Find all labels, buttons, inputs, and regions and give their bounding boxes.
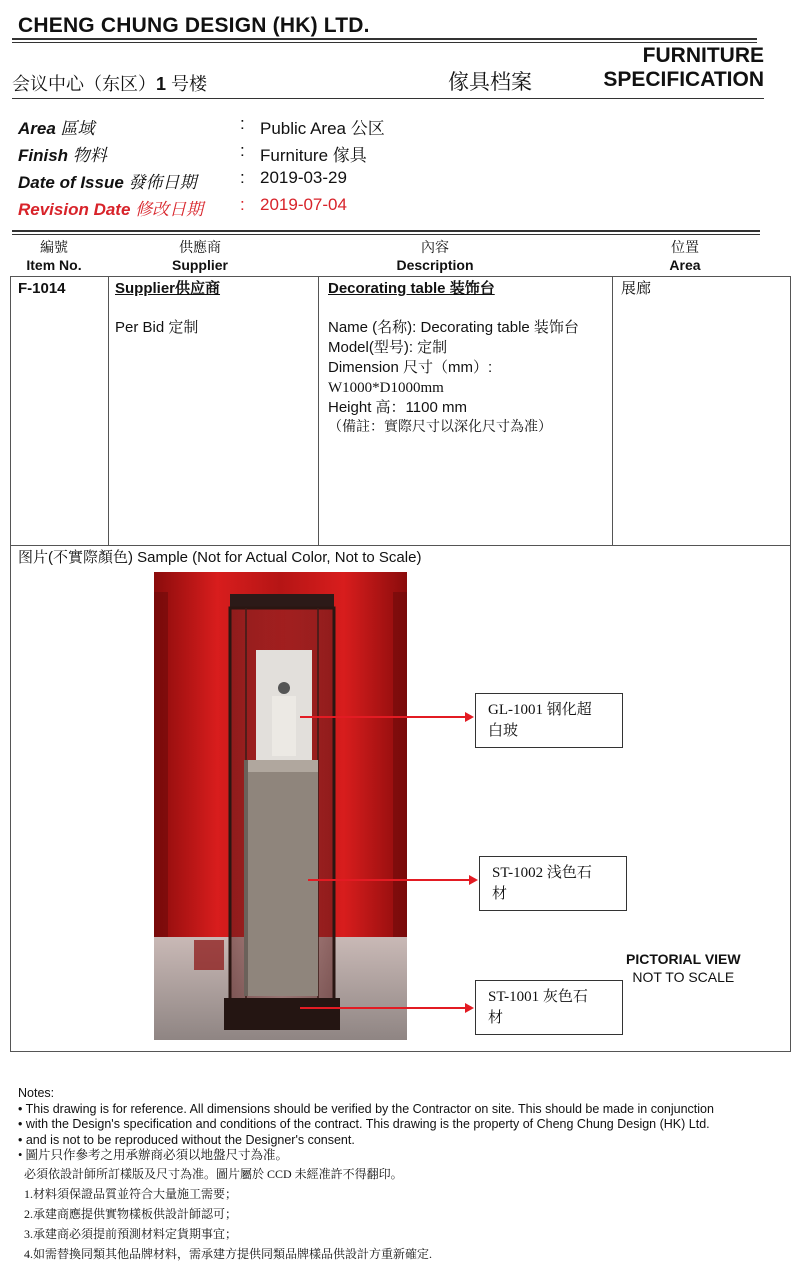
desc-line-height: Height 高：1100 mm (328, 399, 467, 416)
desc-line-model: Model(型号): 定制 (328, 339, 448, 356)
note-cn-line: 3.承建商必須提前預測材料定貨期事宜； (24, 1226, 238, 1241)
col-head-description: 內容 Description (396, 239, 474, 273)
project-name (12, 70, 207, 96)
note-cn-line: 4.如需替換同類其他品牌材料，需承建方提供同類品牌樣品供設計方重新確定. (24, 1246, 433, 1261)
doc-type-cn: 傢具档案 (448, 71, 532, 94)
title-rule-thin (12, 42, 757, 43)
col-head-supplier: 供應商 Supplier (171, 239, 228, 273)
note-bullet: • with the Design's specification and conditions of the contract. This drawing is the property of Cheng Chung Design (HK) Ltd. (18, 1117, 710, 1131)
header-rule (12, 98, 764, 99)
note-bullet: • This drawing is for reference. All dimensions should be verified by the Contractor on site. This should be made in conjunction (18, 1101, 714, 1116)
note-cn-line: 2.承建商應提供實物樣板供設計師認可； (24, 1206, 238, 1221)
project-number: 1 (156, 74, 167, 94)
callout-grey-stone: ST-1001 灰色石 材 (475, 980, 623, 1035)
callout-arrow-light-stone (308, 879, 470, 881)
meta-rule (12, 230, 760, 232)
col-divider-3 (612, 276, 613, 546)
notes-section (18, 1086, 714, 1264)
desc-line-name: Name (名称): Decorating table 装饰台 (328, 319, 579, 336)
desc-line-remark: （備註：實際尺寸以深化尺寸為准） (328, 420, 552, 435)
meta-value-finish: Furniture 傢具 (260, 146, 367, 165)
project-prefix: 会议中心（东区） (12, 74, 156, 94)
meta-label-issue-date: Date of Issue 發佈日期 (18, 173, 197, 192)
item-number: F-1014 (18, 280, 66, 297)
col-divider-1 (108, 276, 109, 546)
sample-caption: 图片(不實際顏色) Sample (Not for Actual Color, Not to Scale) (18, 549, 422, 566)
pictorial-view-label: PICTORIAL VIEW NOT TO SCALE (626, 951, 741, 985)
meta-value-issue-date: 2019-03-29 (260, 168, 347, 187)
meta-label-finish: Finish 物料 (18, 146, 107, 165)
doc-type-en (603, 44, 764, 92)
meta-value-revision-date: 2019-07-04 (260, 195, 347, 214)
doc-type-en-line1: FURNITURE (642, 44, 764, 67)
meta-label-revision-date: Revision Date 修改日期 (18, 200, 204, 219)
note-cn-line: 必須依設計師所訂樣版及尺寸為准。圖片屬於 CCD 未經准許不得翻印。 (24, 1166, 403, 1181)
callout-light-stone: ST-1002 浅色石 材 (479, 856, 627, 911)
col-divider-2 (318, 276, 319, 546)
doc-type-en-line2: SPECIFICATION (603, 68, 764, 91)
notes-title: Notes: (18, 1086, 55, 1100)
note-bullet: • and is not to be reproduced without the Designer's consent. (18, 1132, 355, 1147)
supplier-heading: Supplier供应商 (115, 280, 221, 297)
notes-cn (18, 1164, 714, 1264)
col-head-item-no: 編號 Item No. (26, 239, 82, 273)
title-rule (12, 38, 757, 40)
display-case-illustration (154, 572, 407, 1040)
row-divider (10, 545, 791, 546)
desc-line-dimension: Dimension 尺寸（mm）: (328, 359, 493, 376)
description-body (328, 318, 579, 438)
sample-photo (154, 572, 407, 1040)
meta-rule-thin (12, 234, 760, 235)
callout-arrow-grey-stone (300, 1007, 466, 1009)
note-bullet: • 圖片只作參考之用承辦商必須以地盤尺寸為准。 (18, 1148, 289, 1162)
note-cn-line: 1.材料須保證品質並符合大量施工需要； (24, 1186, 238, 1201)
callout-arrow-glass (300, 716, 466, 718)
col-head-area: 位置 Area (669, 239, 701, 273)
callout-glass: GL-1001 钢化超 白玻 (475, 693, 623, 748)
company-name: CHENG CHUNG DESIGN (HK) LTD. (18, 14, 370, 37)
area-value: 展廊 (621, 281, 652, 297)
description-heading: Decorating table 装饰台 (328, 280, 495, 297)
meta-value-area: Public Area 公区 (260, 119, 385, 138)
meta-label-area: Area 區域 (18, 119, 95, 138)
project-suffix: 号楼 (166, 74, 208, 94)
supplier-value: Per Bid 定制 (115, 319, 199, 336)
desc-line-size: W1000*D1000mm (328, 380, 444, 396)
